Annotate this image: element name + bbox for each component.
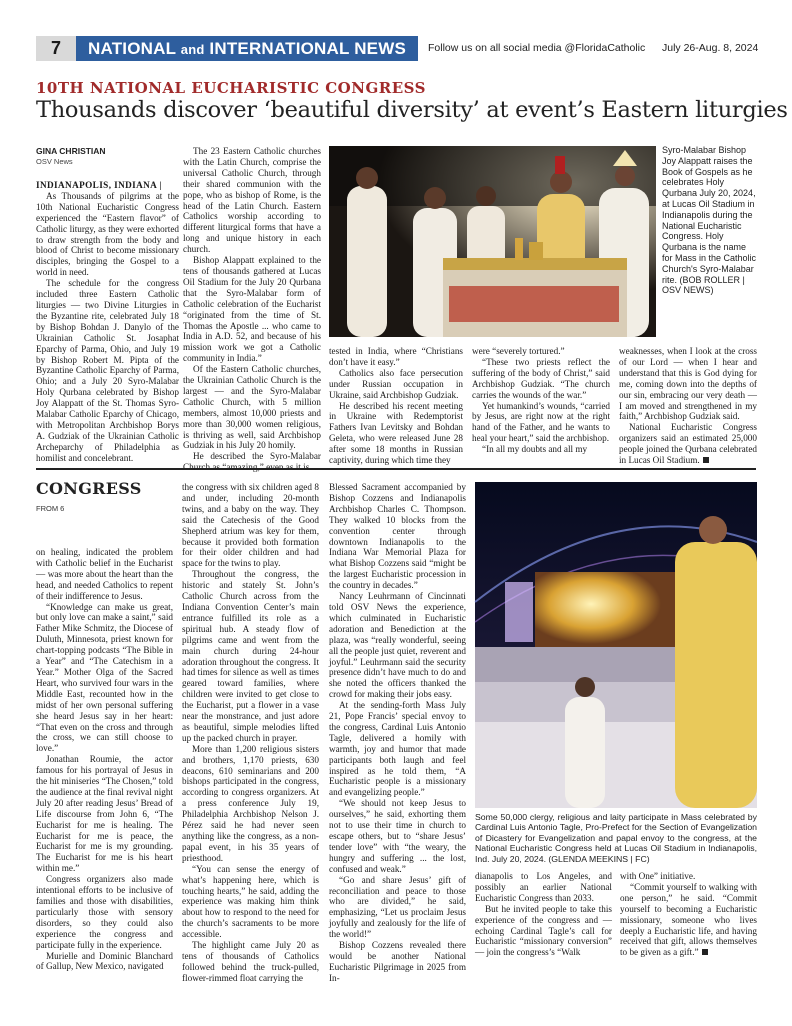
- article-paragraph: Blessed Sacrament accompanied by Bishop Cozzens and Indianapolis Archbishop Charles C. Thompson. They walked 10 blocks from the convention center through downtown Indianapolis to the Indiana War Memorial Plaza for what Bishop Cozzens said “might be the largest Eucharistic procession in the country in decades.”: [329, 482, 466, 591]
- article-paragraph: dianapolis to Los Angeles, and possibly an earlier National Eucharistic Congress than 2033.: [475, 871, 612, 903]
- article-paragraph: [36, 180, 179, 191]
- article-paragraph: The schedule for the congress included three Eastern Catholic liturgies — two Divine Liturgies in the Byzantine rite, celebrated July 18 by Bishop Bohdan J. Danylo of the Ukrainian Catholic St. Josaphat Eparchy of Parma, Ohio, and July 19 by Bishop Robert M. Pipta of the Byzantine Catholic Eparchy of Parma, Ohio; and a July 20 Syro-Malabar Holy Qurbana celebrated by Bishop Joy Alappatt of the St. Thomas Syro-Malabar Catholic Eparchy of Chicago, with Metropolitan Archbishop Borys A. Gudziak of the Ukrainian Catholic Archeparchy of Philadelphia as homilist and concelebrant.: [36, 278, 179, 463]
- end-mark: [703, 457, 709, 463]
- issue-date: July 26-Aug. 8, 2024: [662, 42, 759, 54]
- page-number: 7: [36, 36, 76, 61]
- article-paragraph: with One” initiative.: [620, 871, 696, 881]
- article-paragraph: Congress organizers also made intentional efforts to be inclusive of families and those with disabilities, particularly those with sensory disorders, so they could also experience the congress and participate fully in the experience.: [36, 874, 173, 950]
- stadium-mass-photo-illustration: [475, 482, 757, 808]
- article-paragraph: Yet humankind’s wounds, “carried by Jesus, are right now at the right hand of the Father, and he wants to heal your heart,” said the archbishop.: [472, 400, 610, 444]
- article-paragraph: Murielle and Dominic Blanchard of Gallup, New Mexico, navigated: [36, 950, 173, 972]
- section-title: NATIONAL and INTERNATIONAL NEWS: [88, 39, 406, 58]
- article-paragraph: “We should not keep Jesus to ourselves,” he said, exhorting them not to use their time in church to escape others, but to “share Jesus’ tender love” with “the weary, the hungry and suffering ... the lost, confused and weak.”: [329, 798, 466, 874]
- article-paragraph: “Go and share Jesus’ gift of reconciliation and peace to those who are divided,” he said, emphasizing, “Let us proclaim Jesus joyfully and zealously for the life of the world!”: [329, 874, 466, 940]
- end-mark: [702, 949, 708, 955]
- article-paragraph: on healing, indicated the problem with Catholic belief in the Eucharist — was more about the heart than the head, and needed Catholics to repent of their indifference to Jesus.: [36, 547, 173, 601]
- photo-caption: Some 50,000 clergy, religious and laity participate in Mass celebrated by Cardinal Luis Antonio Tagle, Pro-Prefect for the Section of Evangelization of Dicastery for Evangelization and papal envoy to the congress, at the National Eucharistic Congress held at Lucas Oil Stadium in Indianapolis, Ind. July 20, 2024. (GLENDA MEEKINS | FC): [475, 812, 757, 864]
- article-column-2: [183, 146, 321, 462]
- article-paragraph: “You can sense the energy of what’s happening here, which is touching hearts,” he said, adding the experience was making him think about how to respond to the need for the church’s sacraments to be more accessible.: [182, 863, 319, 940]
- qurbana-photo-illustration: [329, 146, 656, 337]
- article-column-3: [329, 346, 463, 466]
- dateline: INDIANAPOLIS, INDIANA |: [36, 180, 162, 190]
- article-paragraph: Bishop Alappatt explained to the tens of thousands gathered at Lucas Oil Stadium for the July 20 Qurbana that the Syro-Malabar form of Catholic celebration of the Eucharist “originated from the time of St. Thomas the Apostle ... who came to India in A.D. 52, and because of his mission work we got a Catholic community in India.”: [183, 255, 321, 364]
- continuation-column-1: [36, 547, 173, 987]
- article-paragraph: “Commit yourself to walking with one person,” he said. “Commit yourself to becoming a Eucharistic missionary, someone who lives deeply a Eucharistic life, and having received that gift, allows themselves to be given as a gift.”: [620, 881, 757, 958]
- continued-from: FROM 6: [36, 504, 65, 513]
- article-paragraph: “Knowledge can make us great, but only love can make a saint,” said Father Mike Schmitz, the Diocese of Duluth, Minnesota, priest known for chart-topping podcasts “The Bible in a Year” and “The Catechism in a Year.” Mother Olga of the Sacred Heart, who survived four wars in the Middle East, recounted how in the midst of her own personal suffering she heard Jesus say in her heart: “That even on the cross and through the cross, we can still choose to love.”: [36, 601, 173, 754]
- social-media-note: Follow us on all social media @FloridaCatholic: [428, 42, 646, 54]
- section-divider: [36, 468, 756, 470]
- continuation-column-3: [329, 482, 466, 987]
- article-paragraph: He described his recent meeting in Ukraine with Redemptorist Fathers Ivan Levitsky and Bohdan Geleta, who were released June 28 after some 18 months in Russian captivity, during which time they: [329, 400, 463, 466]
- article-paragraph: the congress with six children aged 8 and under, including 20-month twins, and a baby on the way. They said the Catechesis of the Good Shepherd atrium was key for them, because it provided both formation for their older children and had space for the twins to play.: [182, 482, 319, 569]
- continuation-column-5: [620, 871, 757, 987]
- article-paragraph: tested in India, where “Christians don’t have it easy.”: [329, 346, 463, 367]
- stadium-mass-photo: [475, 482, 757, 808]
- photo-caption: Syro-Malabar Bishop Joy Alappatt raises the Book of Gospels as he celebrates Holy Qurbana July 20, 2024, at Lucas Oil Stadium in Indianapolis during the National Eucharistic Congress. Holy Qurbana is the name for Mass in the Catholic Church's Syro-Malabar rite. (BOB ROLLER | OSV NEWS): [662, 145, 757, 296]
- article-paragraph: The highlight came July 20 as tens of thousands of Catholics followed behind the truck-pulled, flower-rimmed float carrying the: [182, 940, 319, 983]
- article-paragraph: Throughout the congress, the historic and stately St. John’s Catholic Church across from the Indiana Convention Center’s main entrance fulfilled its role as a spiritual hub. A steady flow of pilgrims came and went from the main church during 24-hour adoration throughout the congress. It had times for silence as well as times geared toward families, where children were invited to get close to the Eucharist, put a flower in a vase near the monstrance, and just adore as beautiful, simple melodies lifted up the packed church in prayer.: [182, 569, 319, 743]
- article-paragraph: Bishop Cozzens revealed there would be another National Eucharistic Pilgrimage in 2025 from In-: [329, 940, 466, 983]
- article-paragraph: “These two priests reflect the suffering of the body of Christ,” said Archbishop Gudziak. “The church carries the wounds of the war.”: [472, 356, 610, 400]
- article-paragraph: He described the Syro-Malabar: [193, 451, 321, 462]
- byline-author: GINA CHRISTIAN: [36, 146, 106, 156]
- qurbana-photo: [329, 146, 656, 337]
- article-paragraph: At the sending-forth Mass July 21, Pope Francis’ special envoy to the congress, Cardinal Luis Antonio Tagle, delivered a homily with warmth, joy and humor that made participants both laugh and feel inspired as he told them, “A Eucharistic people is a missionary and evangelizing people.”: [329, 700, 466, 798]
- continuation-column-2: [182, 482, 319, 987]
- article-column-5: [619, 346, 757, 464]
- article-paragraph: National Eucharistic Congress organizers said an estimated 25,000 people joined the Qurbana celebrated in Lucas Oil Stadium.: [619, 422, 757, 466]
- continuation-title: CONGRESS: [36, 479, 142, 498]
- article-paragraph: The 23 Eastern Catholic churches with the Latin Church, comprise the universal Catholic Church, through their shared communion with the pope, who as bishop of Rome, is the head of the Latin Church. Eastern Catholics worship according to different liturgical forms that have a long and unique history in each church.: [183, 146, 321, 255]
- byline-organization: OSV News: [36, 157, 73, 166]
- article-kicker: 10TH NATIONAL EUCHARISTIC CONGRESS: [36, 79, 427, 97]
- article-paragraph: Of the Eastern Catholic churches, the Ukrainian Catholic Church is the largest — and the Syro-Malabar Catholic Church, with 5 million members, almost 10,000 priests and more than 30,000 women religious, is thriving as well, said Archbishop Gudziak in his July 20 homily.: [183, 364, 321, 451]
- continuation-column-4: [475, 871, 612, 987]
- article-paragraph: As Thousands of pilgrims at the 10th National Eucharistic Congress experienced the “Eastern flavor” of Catholic liturgy, as they were exhorted to draw strength from the body and blood of Christ to become missionary disciples, bringing the Gospel to a world in need.: [36, 190, 179, 278]
- article-headline: Thousands discover ‘beautiful diversity’ at event’s Eastern liturgies: [36, 97, 788, 123]
- article-column-4: [472, 346, 610, 462]
- article-paragraph: Jonathan Roumie, the actor famous for his portrayal of Jesus in the hit miniseries “The Chosen,” told the audience at the final revival night July 20 after reading Jesus’ Bread of Life discourse from John 6, “The Eucharist for me is healing. The Eucharist for me is peace, the Eucharist for me is my grounding. The Eucharist for me is his heart within me.”: [36, 754, 173, 874]
- article-paragraph: weaknesses, when I look at the cross of our Lord — when I hear and understand that this is God dying for me, coming down into the depths of our sin, embracing our very death — I am moved and strengthened in my faith,” Archbishop Gudziak said.: [619, 346, 757, 422]
- article-column-1: [36, 180, 179, 462]
- article-paragraph: were “severely tortured.”: [472, 346, 565, 356]
- article-paragraph: Catholics also face persecution under Russian occupation in Ukraine, said Archbishop Gudziak.: [329, 367, 463, 400]
- article-paragraph: Nancy Leuhrmann of Cincinnati told OSV News the experience, which culminated in Eucharistic adoration and Benediction at the plaza, was “really wonderful, seeing all the people just quiet, reverent and joyful.” Leuhrmann said the security presence didn’t have much to do and she noted the officers thanked the crowd for making their jobs easy.: [329, 591, 466, 700]
- article-paragraph: More than 1,200 religious sisters and brothers, 1,170 priests, 630 deacons, 610 seminarians and 200 bishops participated in the congress, according to congress organizers. At a press conference July 19, Philadelphia Archbishop Nelson J. Pérez said he had never seen anything like the congress, as a non-papal event, in his 35 years of priesthood.: [182, 743, 319, 863]
- article-paragraph: But he invited people to take this experience of the congress and — echoing Cardinal Tagle’s call for Eucharistic “missionary conversion” — join the congress’s “Walk: [475, 903, 612, 958]
- article-paragraph: “In all my doubts and all my: [482, 444, 588, 455]
